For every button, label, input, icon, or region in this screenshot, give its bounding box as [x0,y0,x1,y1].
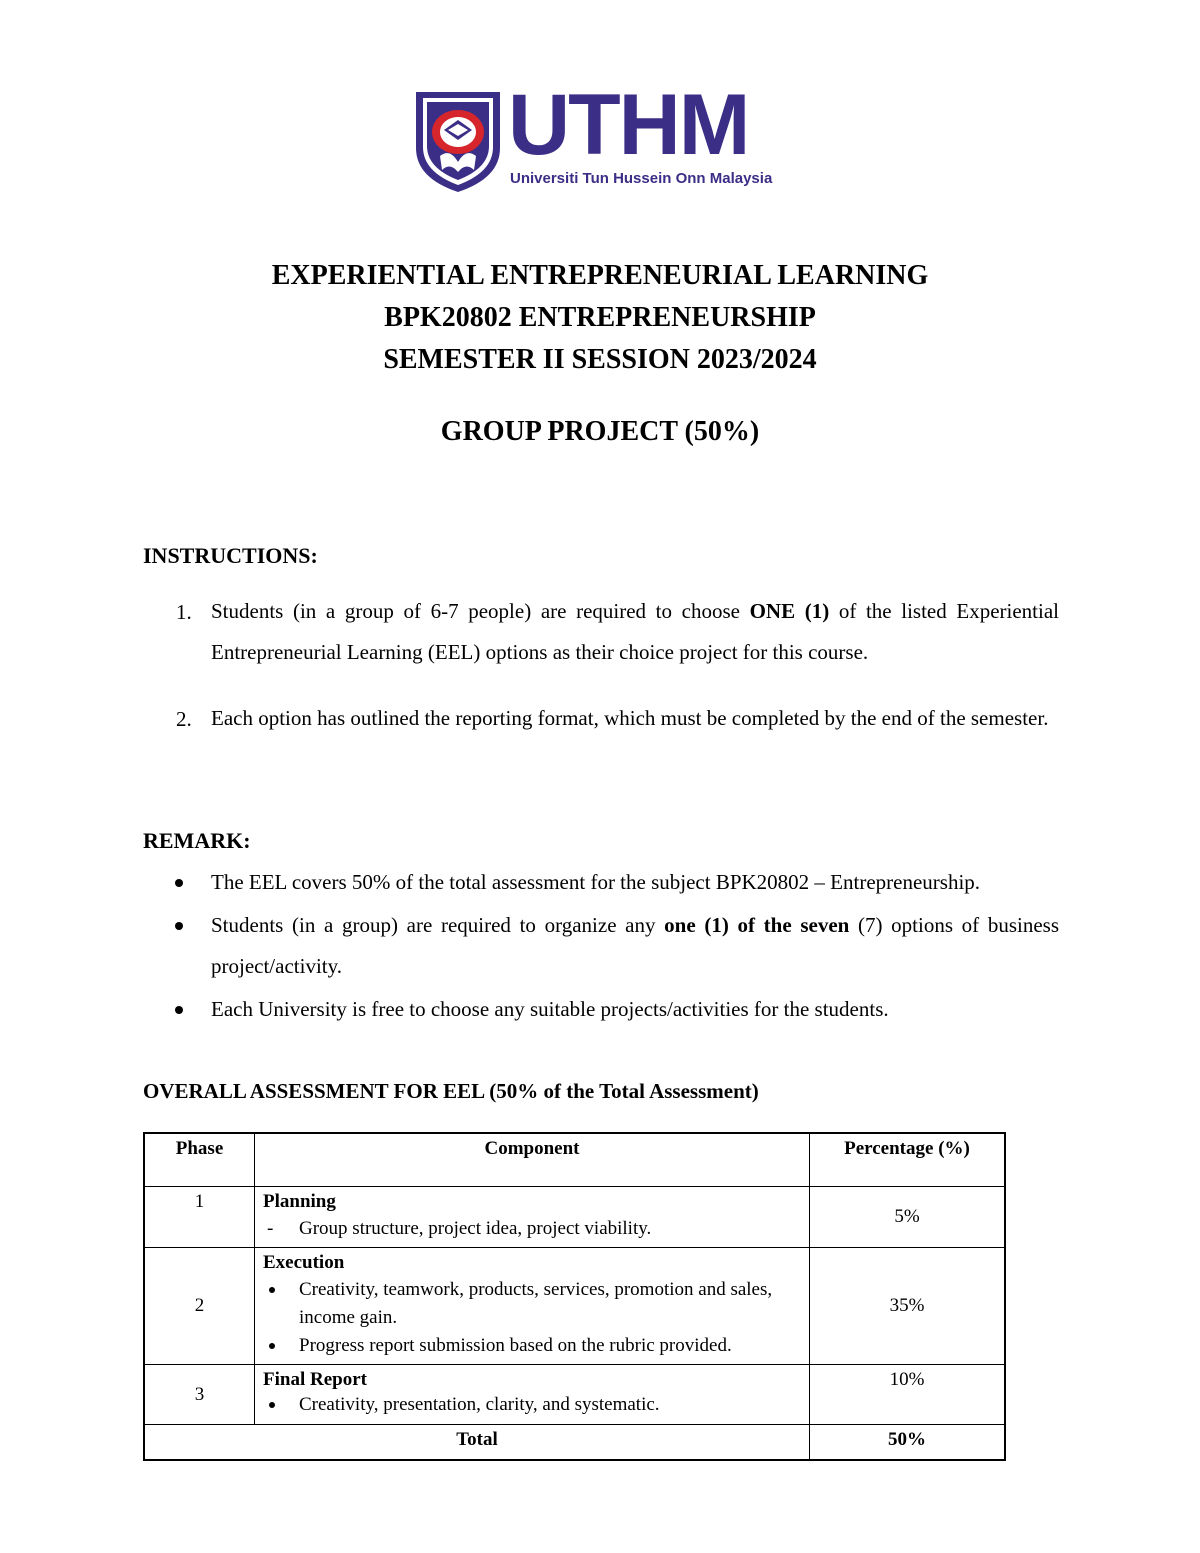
header-percentage: Percentage (%) [810,1133,1006,1187]
bullet-icon [175,922,183,930]
total-percentage: 50% [810,1425,1006,1461]
total-row [144,1425,1005,1461]
bullet-icon [269,1343,275,1349]
component-cell [255,1365,810,1425]
component-list [263,1391,801,1419]
uthm-crest-icon [414,90,502,194]
bullet-icon [175,879,183,887]
logo-wordmark: UTHM [508,77,749,173]
instruction-1-text-b: of the listed Experiential Entrepreneurial Learning (EEL) options as their choice project for this course. [211,599,1059,664]
component-cell [255,1248,810,1365]
remark-2-text-a: Students (in a group) are required to organize any [211,913,665,937]
percentage-cell: 5% [810,1187,1006,1248]
phase-cell: 1 [144,1187,255,1248]
instruction-item-1 [211,591,1059,673]
assessment-table [143,1132,1006,1461]
instruction-1-text-a: Students (in a group of 6-7 people) are required to choose [211,599,750,623]
component-title: Planning [263,1191,336,1212]
logo-subtitle: Universiti Tun Hussein Onn Malaysia [510,170,773,187]
component-cell [255,1187,810,1248]
header-phase: Phase [144,1133,255,1187]
remark-heading: REMARK: [143,828,251,853]
list-item [299,1332,801,1360]
bullet-icon [269,1287,275,1293]
remark-bullet-2 [211,905,1059,987]
bullet-icon [269,1402,275,1408]
component-title: Final Report [263,1369,367,1390]
remark-2-text-b: (7) options of business project/activity. [211,913,1060,978]
dash-marker: - [267,1218,274,1239]
list-item-text: Progress report submission based on the rubric provided. [299,1335,732,1356]
remark-2-bold: one (1) of the seven [664,913,850,937]
instruction-number-1: 1. [176,600,192,624]
remark-bullet-1: The EEL covers 50% of the total assessment for the subject BPK20802 – Entrepreneurship. [211,870,981,894]
title-line-1: EXPERIENTIAL ENTREPRENEURIAL LEARNING [271,260,929,291]
title-line-2: BPK20802 ENTREPRENEURSHIP [384,302,816,333]
title-line-3: SEMESTER II SESSION 2023/2024 [383,344,817,375]
table-row [144,1365,1005,1425]
component-title: Execution [263,1252,345,1273]
list-item [267,1215,801,1243]
bullet-icon [175,1006,183,1014]
percentage-cell: 35% [810,1248,1006,1365]
component-list [263,1215,801,1243]
list-item [299,1391,801,1419]
phase-cell: 3 [144,1365,255,1425]
assessment-heading: OVERALL ASSESSMENT FOR EEL (50% of the Total Assessment) [143,1079,759,1103]
table-header-row [144,1133,1005,1187]
instruction-item-2: Each option has outlined the reporting format, which must be completed by the end of the semester. [211,706,1049,730]
component-list [263,1276,801,1360]
instructions-heading: INSTRUCTIONS: [143,543,318,568]
list-item [299,1276,801,1332]
phase-cell: 2 [144,1248,255,1365]
percentage-cell: 10% [810,1365,1006,1425]
list-item-text: Creativity, teamwork, products, services, promotion and sales, income gain. [299,1279,773,1328]
uthm-logo [414,77,784,194]
remark-bullet-3: Each University is free to choose any suitable projects/activities for the students. [211,997,889,1021]
header-component: Component [255,1133,810,1187]
instruction-number-2: 2. [176,707,192,731]
table-row [144,1187,1005,1248]
list-item-text: Creativity, presentation, clarity, and systematic. [299,1394,660,1415]
list-item-text: Group structure, project idea, project viability. [299,1218,652,1239]
total-label: Total [144,1425,810,1461]
title-line-4: GROUP PROJECT (50%) [440,416,760,447]
table-row [144,1248,1005,1365]
instruction-1-bold: ONE (1) [749,599,830,623]
